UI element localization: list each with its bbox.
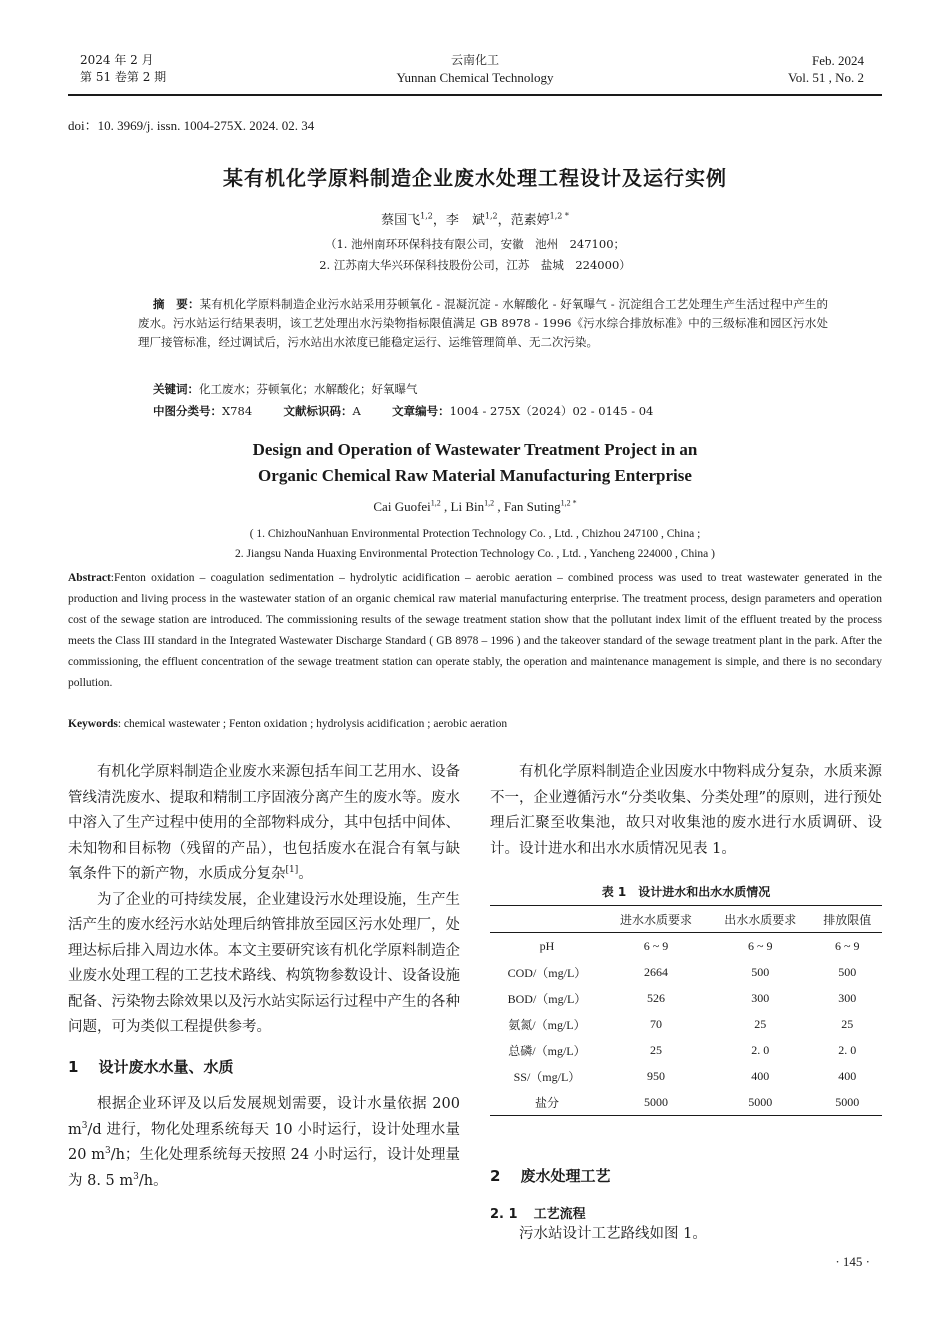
table-header-cell: 出水水质要求 <box>724 912 797 927</box>
table-header-cell <box>490 906 604 933</box>
keywords-en <box>68 714 882 735</box>
abstract-en <box>68 568 882 694</box>
table-cell: pH <box>539 938 555 953</box>
author-en-2-aff: 1,2 <box>484 498 495 508</box>
intro-paragraph-2: 为了企业的可持续发展，企业建设污水处理设施，生产生活产生的废水经污水站处理后纳管排放至园区污水处理厂，处理达标后排入周边水体。本文主要研究该有机化学原料制造企业废水处理工程的工艺技术路线、构筑物参数设计、设备设施配备、污染物去除效果以及污水站实际运行过程中产生的各种问题，可为类似工程提供参考。 <box>68 891 460 1035</box>
table-cell: 盐分 <box>534 1095 559 1110</box>
author-en-1: Cai Guofei <box>373 499 431 514</box>
journal-name-cn: 云南化工 <box>450 53 499 67</box>
abstract-en-label: Abstract <box>68 572 111 584</box>
body-left-column <box>68 760 460 1194</box>
title-en-line-1: Design and Operation of Wastewater Treatment Project in an <box>252 440 698 459</box>
table-cell: 526 <box>647 990 666 1005</box>
citation-ref[interactable]: [1] <box>285 865 299 876</box>
clc-value: X784 <box>222 404 253 418</box>
table-cell: 2664 <box>644 964 669 979</box>
author-en-1-aff: 1,2 <box>430 498 441 508</box>
journal-date-en-block <box>788 52 864 86</box>
table-row <box>490 1063 882 1089</box>
section-1-title: 设计废水水量、水质 <box>98 1057 234 1076</box>
page-number: · 145 · <box>835 1254 870 1269</box>
title-en-line-2: Organic Chemical Raw Material Manufacturing Enterprise <box>258 466 692 485</box>
table-cell: 500 <box>838 964 857 979</box>
section-1-number: 1 <box>68 1057 79 1076</box>
header-rule <box>68 94 882 96</box>
title-en <box>0 437 950 489</box>
author-3-aff: 1,2 * <box>549 211 569 221</box>
intro-p1-text: 有机化学原料制造企业废水来源包括车间工艺用水、设备管线清洗废水、提取和精制工序固液分离产生的废水等。废水中溶入了生产过程中使用的全部物料成分，其中包括中间体、未知物和目标物（残留的产品），也包括废水在混合有氧与缺氧条件下的新产物，水质成分复杂 <box>68 764 460 882</box>
author-2: 李 斌 <box>445 213 485 228</box>
table-row <box>490 1011 882 1037</box>
table-row <box>490 959 882 985</box>
unit-superscript: 3 <box>81 1120 88 1131</box>
table-row <box>490 1089 882 1116</box>
water-quality-paragraph: 有机化学原料制造企业因废水中物料成分复杂，水质来源不一，企业遵循污水“分类收集、分类处理”的原则，进行预处理后汇聚至收集池，故只对收集池的废水进行水质调研、设计。设计进水和出水水质情况见表 1。 <box>490 764 882 857</box>
keywords-cn-label: 关键词： <box>153 382 199 396</box>
header-volume: 第 51 卷第 2 期 <box>80 70 167 84</box>
author-1-aff: 1,2 <box>420 211 433 221</box>
table-row <box>490 933 882 960</box>
section-2-number: 2 <box>490 1167 501 1185</box>
authors-cn <box>0 209 950 228</box>
author-en-3-aff: 1,2 * <box>560 498 577 508</box>
affiliation-en-2: 2. Jiangsu Nanda Huaxing Environmental Protection Technology Co. , Ltd. , Yancheng 224000 , China ) <box>234 548 715 560</box>
journal-date-block <box>80 52 166 86</box>
table-cell: 300 <box>751 990 770 1005</box>
table-cell: SS/（mg/L） <box>513 1069 581 1084</box>
section-2-1-heading <box>490 1203 586 1222</box>
article-no-value: 1004 - 275X（2024）02 - 0145 - 04 <box>449 404 654 418</box>
affiliation-cn-2: 2. 江苏南大华兴环保科技股份公司，江苏 盐城 224000） <box>319 258 631 272</box>
table-cell: 70 <box>650 1016 663 1031</box>
table-header-cell: 排放限值 <box>823 912 872 927</box>
header-volume-en: Vol. 51 , No. 2 <box>788 70 864 85</box>
section-2-1-number: 2. 1 <box>490 1207 518 1222</box>
body-right-column <box>490 760 882 862</box>
keywords-en-label: Keywords <box>68 718 118 730</box>
table-row <box>490 1037 882 1063</box>
title-cn: 某有机化学原料制造企业废水处理工程设计及运行实例 <box>223 166 727 190</box>
unit-superscript: 3 <box>133 1171 139 1182</box>
table-cell: 25 <box>754 1016 767 1031</box>
doc-code-label: 文献标识码： <box>283 404 353 418</box>
sec1-text-c: /h；生化处理系统每天按照 24 小时运行，设计处理量为 8. 5 m <box>68 1147 460 1189</box>
section-1-heading <box>68 1055 460 1081</box>
abstract-cn-text: 某有机化学原料制造企业污水站采用芬顿氧化 - 混凝沉淀 - 水解酸化 - 好氧曝气 - 沉淀组合工艺处理生产生活过程中产生的废水。污水站运行结果表明，该工艺处理出水污染物指标限值满足 GB 8978 - 1996《污水综合排放标准》中的三级标准和园区污水处理厂接管标准，经过调试后，污水站出水浓度已能稳定运行、运维管理简单、无二次污染。 <box>138 297 829 349</box>
table-cell: 2. 0 <box>838 1042 857 1057</box>
section-2-title: 废水处理工艺 <box>520 1167 611 1185</box>
article-no-label: 文章编号： <box>392 404 450 418</box>
author-3: 范素婷 <box>510 213 550 228</box>
table-cell: 氨氮/（mg/L） <box>508 1017 586 1032</box>
section-2-heading <box>490 1165 610 1186</box>
table-cell: 6 ~ 9 <box>748 938 773 953</box>
process-route-text: 污水站设计工艺路线如图 1。 <box>519 1226 707 1242</box>
author-2-aff: 1,2 <box>484 211 498 221</box>
table-cell: COD/（mg/L） <box>507 965 587 980</box>
table-cell: BOD/（mg/L） <box>507 991 587 1006</box>
abstract-cn <box>138 295 828 352</box>
intro-paragraph-1 <box>68 760 460 888</box>
table-header-cell: 进水水质要求 <box>620 912 693 927</box>
table-1-caption: 表 1 设计进水和出水水质情况 <box>601 885 771 899</box>
abstract-en-text: :Fenton oxidation – coagulation sedimentation – hydrolytic acidification – aerobic aeration – combined process was used to treat wastewater generated in the production and living process in the wastewater station of an organic chemical raw material manufacturing enterprise. The treatment process, design parameters and operation cost of the sewage station are introduced. The commissioning results of the sewage treatment station show that the pollutant index limit of the effluent treated by the process meets the Class III standard in the Integrated Wastewater Discharge Standard ( GB 8978 – 1996 ) and the takeover standard of the sewage treatment plant in the park. After the commissioning, the effluent concentration of the sewage treatment station can operate stably, the operation and maintenance management is simple, and there is no secondary pollution. <box>68 572 882 689</box>
journal-name-block <box>300 52 650 86</box>
author-en-sep: , <box>440 499 451 514</box>
table-cell: 950 <box>647 1068 666 1083</box>
table-cell: 6 ~ 9 <box>834 938 860 953</box>
table-cell: 25 <box>841 1016 854 1031</box>
table-1 <box>490 905 882 1116</box>
unit-superscript: 3 <box>104 1146 111 1157</box>
sec1-text-b: /d 进行，物化处理系统每天 10 小时运行，设计处理水量 20 m <box>68 1121 460 1163</box>
table-cell: 25 <box>650 1042 663 1057</box>
doi: doi：10. 3969/j. issn. 1004-275X. 2024. 02. 34 <box>68 118 315 133</box>
section-2-1-paragraph <box>490 1222 882 1248</box>
abstract-cn-label: 摘 要： <box>153 297 200 311</box>
table-cell: 400 <box>751 1068 770 1083</box>
table-cell: 300 <box>838 990 857 1005</box>
table-cell: 5000 <box>835 1094 860 1109</box>
table-header-row <box>490 906 882 933</box>
header-date: 2024 年 2 月 <box>80 53 154 67</box>
author-1: 蔡国飞 <box>381 213 421 228</box>
keywords-cn-text: 化工废水；芬顿氧化；水解酸化；好氧曝气 <box>199 382 418 396</box>
sec1-text-a: 根据企业环评及以后发展规划需要，设计水量依据 200 m <box>68 1096 460 1138</box>
journal-name-en: Yunnan Chemical Technology <box>396 70 554 85</box>
table-cell: 6 ~ 9 <box>643 938 669 953</box>
table-cell: 400 <box>838 1068 857 1083</box>
clc-label: 中图分类号： <box>153 404 222 418</box>
classification-line <box>153 403 653 419</box>
table-cell: 500 <box>751 964 770 979</box>
table-cell: 总磷/（mg/L） <box>508 1043 586 1058</box>
author-en-2: Li Bin <box>450 499 485 514</box>
keywords-cn <box>153 381 418 397</box>
author-en-3: Fan Suting <box>503 499 561 514</box>
table-cell: 2. 0 <box>751 1042 770 1057</box>
authors-en <box>0 499 950 515</box>
section-1-paragraph <box>68 1092 460 1194</box>
author-sep: ， <box>497 213 511 228</box>
table-cell: 5000 <box>644 1094 669 1109</box>
table-cell: 5000 <box>748 1094 773 1109</box>
intro-p1-end: 。 <box>298 866 313 882</box>
keywords-en-text: : chemical wastewater ; Fenton oxidation ; hydrolysis acidification ; aerobic aeration <box>117 718 508 730</box>
affiliation-cn-1: （1. 池州南环环保科技有限公司，安徽 池州 247100； <box>324 237 626 251</box>
table-row <box>490 985 882 1011</box>
sec1-text-d: /h。 <box>138 1172 168 1189</box>
author-en-sep: , <box>494 499 504 514</box>
doc-code-value: A <box>352 404 361 418</box>
author-sep: ， <box>432 213 446 228</box>
section-2-1-title: 工艺流程 <box>533 1207 586 1222</box>
affiliation-en-1: ( 1. ChizhouNanhuan Environmental Protection Technology Co. , Ltd. , Chizhou 247100 , China ; <box>249 528 701 540</box>
header-date-en: Feb. 2024 <box>812 53 864 68</box>
